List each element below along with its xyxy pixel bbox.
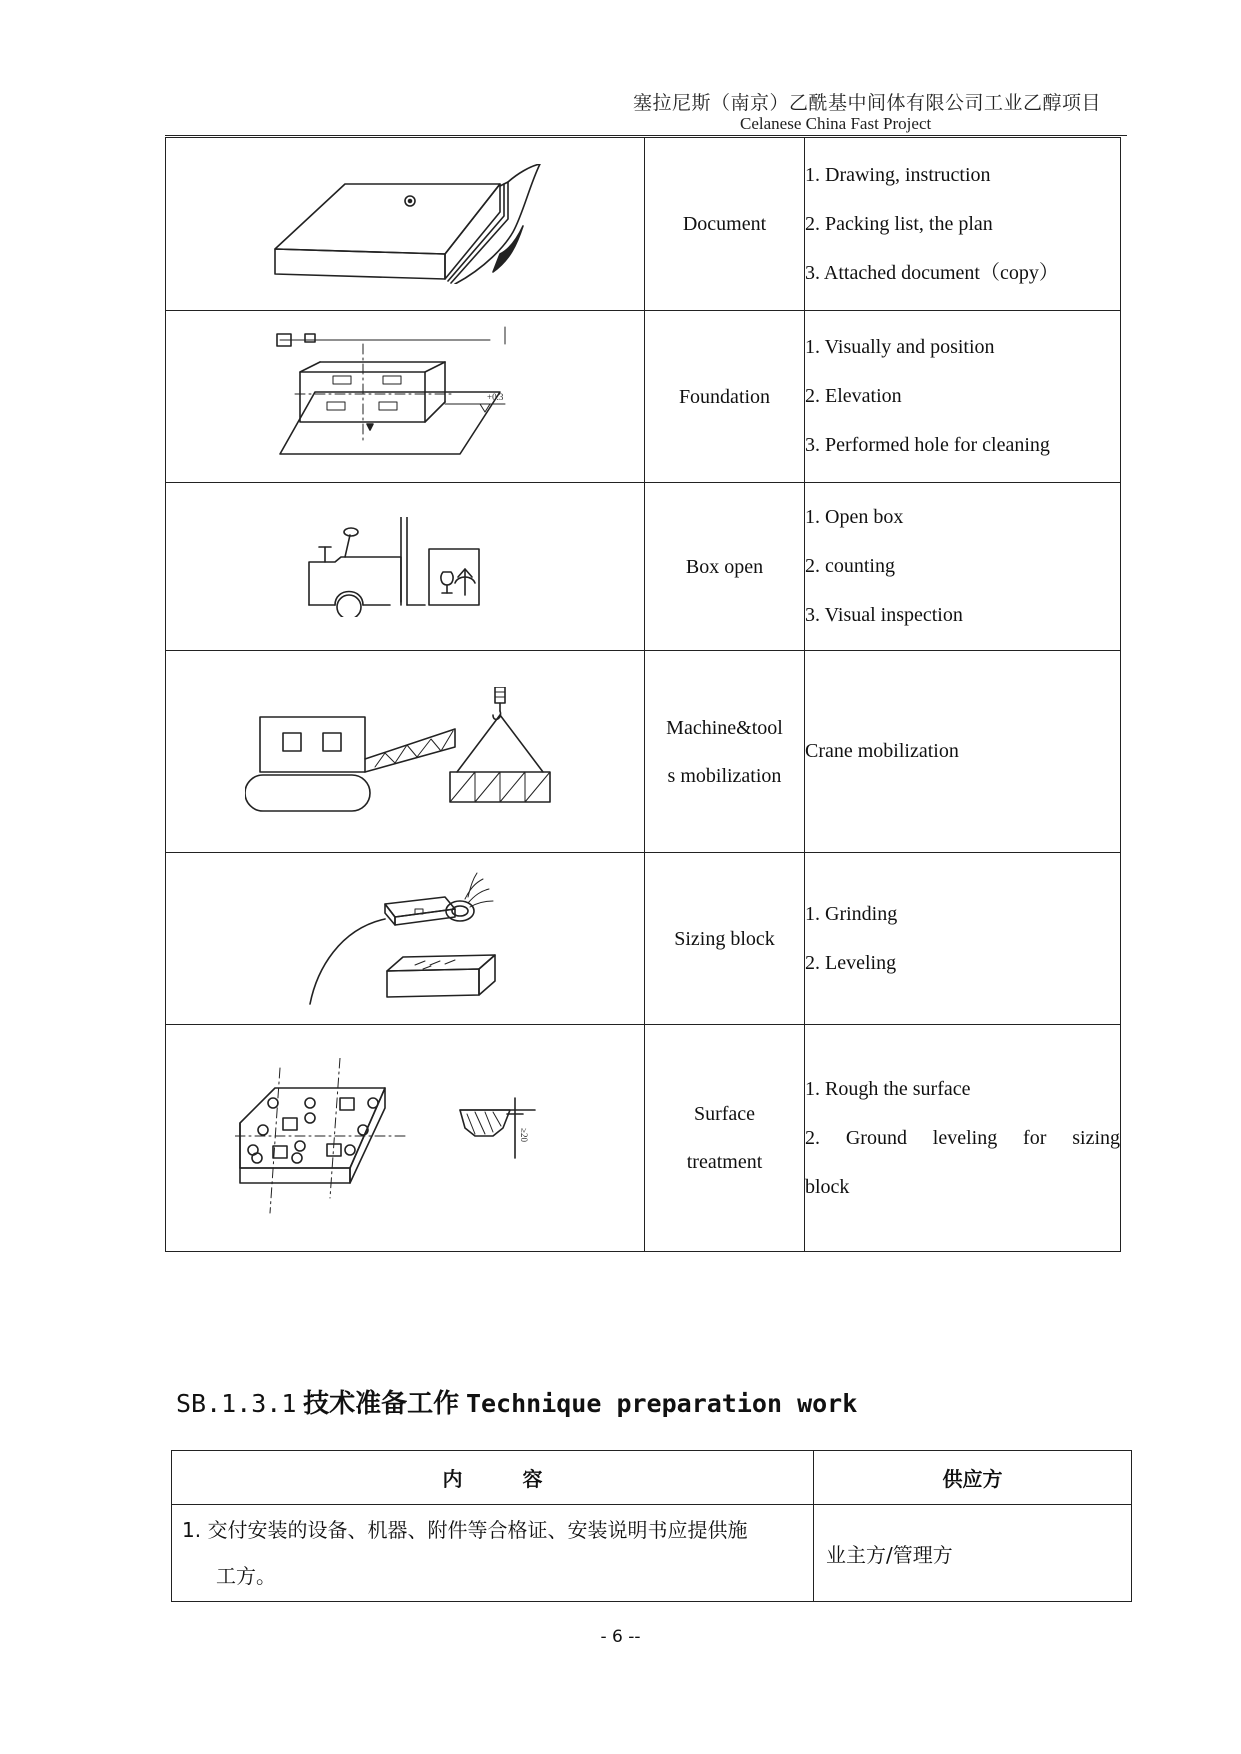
check-item: 1. Visually and position xyxy=(805,336,995,358)
check-item: 3. Visual inspection xyxy=(805,604,963,626)
illustration-cell xyxy=(166,1025,645,1252)
section-title-en: Technique preparation work xyxy=(465,1389,858,1418)
content-line: 1. 交付安装的设备、机器、附件等合格证、安装说明书应提供施 xyxy=(182,1518,748,1542)
section-code: SB.1.3.1 xyxy=(176,1389,297,1418)
checks-sizing-block xyxy=(805,853,1121,1025)
check-item: 1. Rough the surface xyxy=(805,1077,971,1100)
table-header-row xyxy=(172,1451,1132,1505)
item-surface-treatment xyxy=(645,1025,805,1252)
check-item: Crane mobilization xyxy=(805,740,959,762)
item-machine-tools-mobilization xyxy=(645,651,805,853)
checks-box-open xyxy=(805,483,1121,651)
check-item: 2. Packing list, the plan xyxy=(805,212,993,235)
item-foundation: Foundation xyxy=(645,311,805,483)
forklift-box-illustration xyxy=(305,517,505,617)
item-line: Surface xyxy=(693,1103,756,1125)
section-heading xyxy=(176,1383,857,1420)
check-item-continuation: block xyxy=(805,1175,850,1198)
item-line: Machine&tool xyxy=(666,716,783,739)
illustration-cell xyxy=(166,651,645,853)
table-row xyxy=(166,138,1121,311)
surface-treatment-illustration xyxy=(235,1058,575,1218)
illustration-cell xyxy=(166,138,645,311)
item-line: treatment xyxy=(686,1151,763,1173)
check-item: 1. Drawing, instruction xyxy=(805,163,991,186)
inspection-table xyxy=(165,137,1121,1252)
illustration-cell xyxy=(166,853,645,1025)
table-row xyxy=(166,311,1121,483)
illustration-cell xyxy=(166,311,645,483)
table-row xyxy=(166,483,1121,651)
column-header-supplier: 供应方 xyxy=(814,1451,1132,1505)
checks-document xyxy=(805,138,1121,311)
check-item: 3. Performed hole for cleaning xyxy=(805,434,1050,456)
item-sizing-block: Sizing block xyxy=(645,853,805,1025)
document-stack-illustration xyxy=(255,164,555,284)
illustration-cell xyxy=(166,483,645,651)
check-item: 2. counting xyxy=(805,555,895,577)
item-line: s mobilization xyxy=(667,764,782,787)
checks-machine-tools-mobilization xyxy=(805,651,1121,853)
table-row xyxy=(172,1505,1132,1602)
check-item: 3. Attached document（copy） xyxy=(805,261,1059,284)
content-cell xyxy=(172,1505,814,1602)
column-header-content: 内容 xyxy=(172,1451,814,1505)
header-title-en: Celanese China Fast Project xyxy=(740,114,932,133)
check-item: 2. Elevation xyxy=(805,385,902,407)
crane-illustration xyxy=(245,687,565,817)
section-title-cn: 技术准备工作 xyxy=(303,1389,460,1419)
check-item: 2. Leveling xyxy=(805,951,897,974)
grinder-block-illustration xyxy=(305,869,505,1009)
check-item: 1. Open box xyxy=(805,506,904,528)
checks-surface-treatment xyxy=(805,1025,1121,1252)
table-row xyxy=(166,1025,1121,1252)
check-item: 1. Grinding xyxy=(805,902,898,925)
svg-text:≥20: ≥20 xyxy=(519,1128,529,1142)
foundation-illustration xyxy=(275,322,535,472)
svg-text:+0.3: +0.3 xyxy=(487,391,504,402)
header-rule xyxy=(165,135,1127,136)
content-line: 工方。 xyxy=(216,1564,276,1588)
header-title-cn: 塞拉尼斯（南京）乙酰基中间体有限公司工业乙醇项目 xyxy=(632,92,1101,114)
item-document: Document xyxy=(645,138,805,311)
table-row xyxy=(166,651,1121,853)
table-row xyxy=(166,853,1121,1025)
preparation-table xyxy=(171,1450,1132,1602)
checks-foundation xyxy=(805,311,1121,483)
supplier-cell: 业主方/管理方 xyxy=(814,1505,1132,1602)
item-box-open: Box open xyxy=(645,483,805,651)
page-number: - 6 -- xyxy=(600,1627,641,1647)
check-item: 2. Ground leveling for sizing xyxy=(805,1126,1120,1149)
